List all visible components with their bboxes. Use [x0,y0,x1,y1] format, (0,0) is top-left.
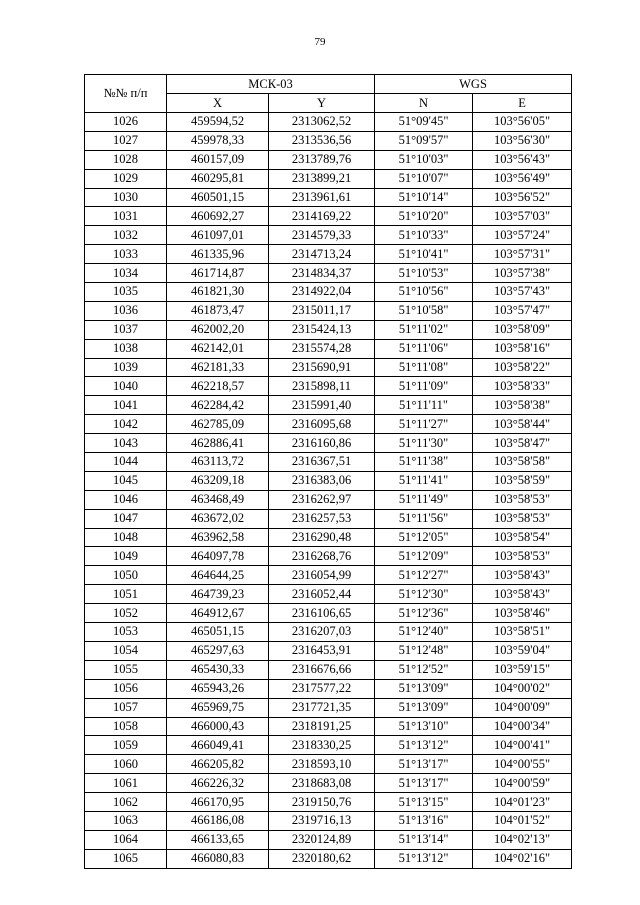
y-cell: 2319716,13 [269,811,375,830]
point-number-cell: 1055 [85,660,167,679]
n-cell: 51°09'45" [375,113,473,132]
e-cell: 104°00'02" [473,679,572,698]
y-cell: 2316054,99 [269,566,375,585]
table-row [85,396,572,415]
table-row [85,245,572,264]
point-number-cell: 1051 [85,585,167,604]
table-row [85,509,572,528]
x-cell: 465051,15 [167,623,269,642]
n-cell: 51°13'10" [375,717,473,736]
e-cell: 103°58'44" [473,415,572,434]
e-cell: 103°58'58" [473,453,572,472]
n-cell: 51°10'33" [375,226,473,245]
table-row [85,283,572,302]
table-row [85,793,572,812]
table-row [85,849,572,868]
point-number-cell: 1046 [85,490,167,509]
wgs-group-header: WGS [375,75,572,94]
point-number-cell: 1028 [85,150,167,169]
e-cell: 103°57'03" [473,207,572,226]
table-row [85,169,572,188]
e-cell: 104°01'23" [473,793,572,812]
x-cell: 463672,02 [167,509,269,528]
x-cell: 464644,25 [167,566,269,585]
table-row [85,717,572,736]
x-cell: 462886,41 [167,434,269,453]
n-cell: 51°12'05" [375,528,473,547]
point-number-cell: 1049 [85,547,167,566]
e-cell: 104°01'52" [473,811,572,830]
e-cell: 103°58'33" [473,377,572,396]
x-cell: 463113,72 [167,453,269,472]
e-cell: 104°00'55" [473,755,572,774]
y-cell: 2316106,65 [269,604,375,623]
e-cell: 103°57'38" [473,264,572,283]
point-number-cell: 1034 [85,264,167,283]
y-cell: 2318330,25 [269,736,375,755]
n-cell: 51°12'48" [375,641,473,660]
y-cell: 2316290,48 [269,528,375,547]
n-column-header: N [375,94,473,113]
e-cell: 104°00'34" [473,717,572,736]
y-cell: 2316160,86 [269,434,375,453]
table-row [85,320,572,339]
table-row [85,604,572,623]
y-cell: 2313536,56 [269,131,375,150]
point-number-cell: 1036 [85,301,167,320]
x-cell: 461714,87 [167,264,269,283]
n-cell: 51°10'56" [375,283,473,302]
header-row-groups [85,75,572,94]
table-row [85,415,572,434]
y-cell: 2316268,76 [269,547,375,566]
y-cell: 2315424,13 [269,320,375,339]
point-number-cell: 1059 [85,736,167,755]
table-header [85,75,572,113]
y-cell: 2313789,76 [269,150,375,169]
n-cell: 51°09'57" [375,131,473,150]
table-row [85,301,572,320]
x-cell: 465969,75 [167,698,269,717]
table-row [85,736,572,755]
x-cell: 464739,23 [167,585,269,604]
e-cell: 103°58'22" [473,358,572,377]
table-row [85,453,572,472]
point-number-cell: 1027 [85,131,167,150]
table-row [85,660,572,679]
point-number-cell: 1047 [85,509,167,528]
e-cell: 103°58'53" [473,490,572,509]
point-number-cell: 1060 [85,755,167,774]
x-cell: 462181,33 [167,358,269,377]
point-number-cell: 1063 [85,811,167,830]
n-cell: 51°13'15" [375,793,473,812]
y-cell: 2315898,11 [269,377,375,396]
x-cell: 466186,08 [167,811,269,830]
point-number-cell: 1065 [85,849,167,868]
e-cell: 103°58'53" [473,547,572,566]
e-cell: 104°00'09" [473,698,572,717]
n-cell: 51°13'09" [375,679,473,698]
e-cell: 103°56'43" [473,150,572,169]
table-row [85,131,572,150]
n-cell: 51°12'27" [375,566,473,585]
table-row [85,547,572,566]
point-number-cell: 1035 [85,283,167,302]
n-cell: 51°12'30" [375,585,473,604]
point-number-cell: 1048 [85,528,167,547]
point-number-cell: 1037 [85,320,167,339]
n-cell: 51°12'09" [375,547,473,566]
x-cell: 464912,67 [167,604,269,623]
table-row [85,358,572,377]
table-row [85,774,572,793]
point-number-cell: 1053 [85,623,167,642]
point-number-cell: 1056 [85,679,167,698]
x-cell: 462284,42 [167,396,269,415]
point-number-cell: 1038 [85,339,167,358]
point-number-cell: 1033 [85,245,167,264]
e-cell: 103°57'43" [473,283,572,302]
e-cell: 103°58'51" [473,623,572,642]
y-cell: 2316262,97 [269,490,375,509]
e-cell: 103°58'47" [473,434,572,453]
y-cell: 2316453,91 [269,641,375,660]
table-row [85,264,572,283]
x-cell: 462218,57 [167,377,269,396]
y-cell: 2318683,08 [269,774,375,793]
y-cell: 2318191,25 [269,717,375,736]
x-cell: 462142,01 [167,339,269,358]
x-cell: 466133,65 [167,830,269,849]
n-cell: 51°11'09" [375,377,473,396]
y-cell: 2314713,24 [269,245,375,264]
point-number-cell: 1061 [85,774,167,793]
point-number-cell: 1032 [85,226,167,245]
x-cell: 463468,49 [167,490,269,509]
x-cell: 462785,09 [167,415,269,434]
x-cell: 461873,47 [167,301,269,320]
e-cell: 103°58'53" [473,509,572,528]
table-row [85,339,572,358]
y-cell: 2318593,10 [269,755,375,774]
n-cell: 51°10'53" [375,264,473,283]
e-cell: 104°02'16" [473,849,572,868]
point-number-header: №№ п/п [85,75,167,113]
x-cell: 464097,78 [167,547,269,566]
y-cell: 2316257,53 [269,509,375,528]
y-cell: 2313062,52 [269,113,375,132]
e-cell: 103°58'43" [473,585,572,604]
table-row [85,623,572,642]
y-column-header: Y [269,94,375,113]
x-cell: 466000,43 [167,717,269,736]
table-row [85,188,572,207]
y-cell: 2313899,21 [269,169,375,188]
x-cell: 461821,30 [167,283,269,302]
x-cell: 466205,82 [167,755,269,774]
e-cell: 103°58'38" [473,396,572,415]
e-cell: 104°00'59" [473,774,572,793]
y-cell: 2317577,22 [269,679,375,698]
x-cell: 465430,33 [167,660,269,679]
table-row [85,226,572,245]
y-cell: 2315574,28 [269,339,375,358]
e-cell: 103°58'54" [473,528,572,547]
n-cell: 51°11'30" [375,434,473,453]
table-row [85,566,572,585]
x-cell: 465297,63 [167,641,269,660]
n-cell: 51°13'09" [375,698,473,717]
table-row [85,207,572,226]
x-cell: 465943,26 [167,679,269,698]
table-row [85,528,572,547]
table-row [85,113,572,132]
n-cell: 51°11'49" [375,490,473,509]
x-cell: 466226,32 [167,774,269,793]
y-cell: 2314169,22 [269,207,375,226]
point-number-cell: 1040 [85,377,167,396]
e-cell: 104°00'41" [473,736,572,755]
n-cell: 51°10'03" [375,150,473,169]
e-cell: 103°58'43" [473,566,572,585]
y-cell: 2317721,35 [269,698,375,717]
n-cell: 51°12'40" [375,623,473,642]
table-row [85,811,572,830]
page-number: 79 [314,36,326,48]
n-cell: 51°11'41" [375,471,473,490]
table-row [85,830,572,849]
e-cell: 103°57'47" [473,301,572,320]
point-number-cell: 1043 [85,434,167,453]
point-number-cell: 1052 [85,604,167,623]
n-cell: 51°10'41" [375,245,473,264]
table-body [85,113,572,869]
y-cell: 2316367,51 [269,453,375,472]
e-cell: 103°56'30" [473,131,572,150]
table-row [85,679,572,698]
n-cell: 51°11'06" [375,339,473,358]
n-cell: 51°13'17" [375,755,473,774]
x-cell: 466080,83 [167,849,269,868]
table-row [85,471,572,490]
point-number-cell: 1026 [85,113,167,132]
table-row [85,150,572,169]
e-cell: 103°59'15" [473,660,572,679]
y-cell: 2316052,44 [269,585,375,604]
x-cell: 460295,81 [167,169,269,188]
e-column-header: E [473,94,572,113]
n-cell: 51°11'38" [375,453,473,472]
n-cell: 51°11'56" [375,509,473,528]
table-row [85,377,572,396]
e-cell: 103°58'16" [473,339,572,358]
coordinates-table [84,74,572,869]
table-row [85,755,572,774]
n-cell: 51°11'27" [375,415,473,434]
x-cell: 460692,27 [167,207,269,226]
n-cell: 51°11'11" [375,396,473,415]
point-number-cell: 1041 [85,396,167,415]
point-number-cell: 1054 [85,641,167,660]
x-cell: 461097,01 [167,226,269,245]
n-cell: 51°13'12" [375,849,473,868]
e-cell: 103°58'59" [473,471,572,490]
y-cell: 2315690,91 [269,358,375,377]
n-cell: 51°10'07" [375,169,473,188]
table-row [85,641,572,660]
y-cell: 2315991,40 [269,396,375,415]
x-cell: 466170,95 [167,793,269,812]
e-cell: 103°56'05" [473,113,572,132]
point-number-cell: 1057 [85,698,167,717]
point-number-cell: 1062 [85,793,167,812]
y-cell: 2316207,03 [269,623,375,642]
point-number-cell: 1042 [85,415,167,434]
point-number-cell: 1050 [85,566,167,585]
y-cell: 2316676,66 [269,660,375,679]
e-cell: 103°59'04" [473,641,572,660]
y-cell: 2314834,37 [269,264,375,283]
y-cell: 2315011,17 [269,301,375,320]
e-cell: 103°58'09" [473,320,572,339]
n-cell: 51°12'36" [375,604,473,623]
x-cell: 459978,33 [167,131,269,150]
n-cell: 51°12'52" [375,660,473,679]
n-cell: 51°10'20" [375,207,473,226]
n-cell: 51°10'14" [375,188,473,207]
y-cell: 2319150,76 [269,793,375,812]
point-number-cell: 1039 [85,358,167,377]
n-cell: 51°13'17" [375,774,473,793]
x-cell: 461335,96 [167,245,269,264]
x-cell: 460501,15 [167,188,269,207]
e-cell: 103°56'52" [473,188,572,207]
n-cell: 51°11'08" [375,358,473,377]
point-number-cell: 1058 [85,717,167,736]
point-number-cell: 1030 [85,188,167,207]
y-cell: 2320180,62 [269,849,375,868]
e-cell: 103°58'46" [473,604,572,623]
table-row [85,585,572,604]
e-cell: 103°56'49" [473,169,572,188]
table-row [85,434,572,453]
x-cell: 463209,18 [167,471,269,490]
msk-group-header: МСК-03 [167,75,375,94]
e-cell: 103°57'31" [473,245,572,264]
point-number-cell: 1064 [85,830,167,849]
y-cell: 2314579,33 [269,226,375,245]
e-cell: 103°57'24" [473,226,572,245]
x-cell: 459594,52 [167,113,269,132]
point-number-cell: 1031 [85,207,167,226]
y-cell: 2316383,06 [269,471,375,490]
x-cell: 460157,09 [167,150,269,169]
x-cell: 462002,20 [167,320,269,339]
point-number-cell: 1045 [85,471,167,490]
x-cell: 466049,41 [167,736,269,755]
x-cell: 463962,58 [167,528,269,547]
e-cell: 104°02'13" [473,830,572,849]
n-cell: 51°13'16" [375,811,473,830]
n-cell: 51°13'12" [375,736,473,755]
x-column-header: X [167,94,269,113]
point-number-cell: 1044 [85,453,167,472]
point-number-cell: 1029 [85,169,167,188]
table-row [85,698,572,717]
n-cell: 51°13'14" [375,830,473,849]
n-cell: 51°10'58" [375,301,473,320]
y-cell: 2313961,61 [269,188,375,207]
y-cell: 2314922,04 [269,283,375,302]
y-cell: 2316095,68 [269,415,375,434]
n-cell: 51°11'02" [375,320,473,339]
y-cell: 2320124,89 [269,830,375,849]
table-row [85,490,572,509]
